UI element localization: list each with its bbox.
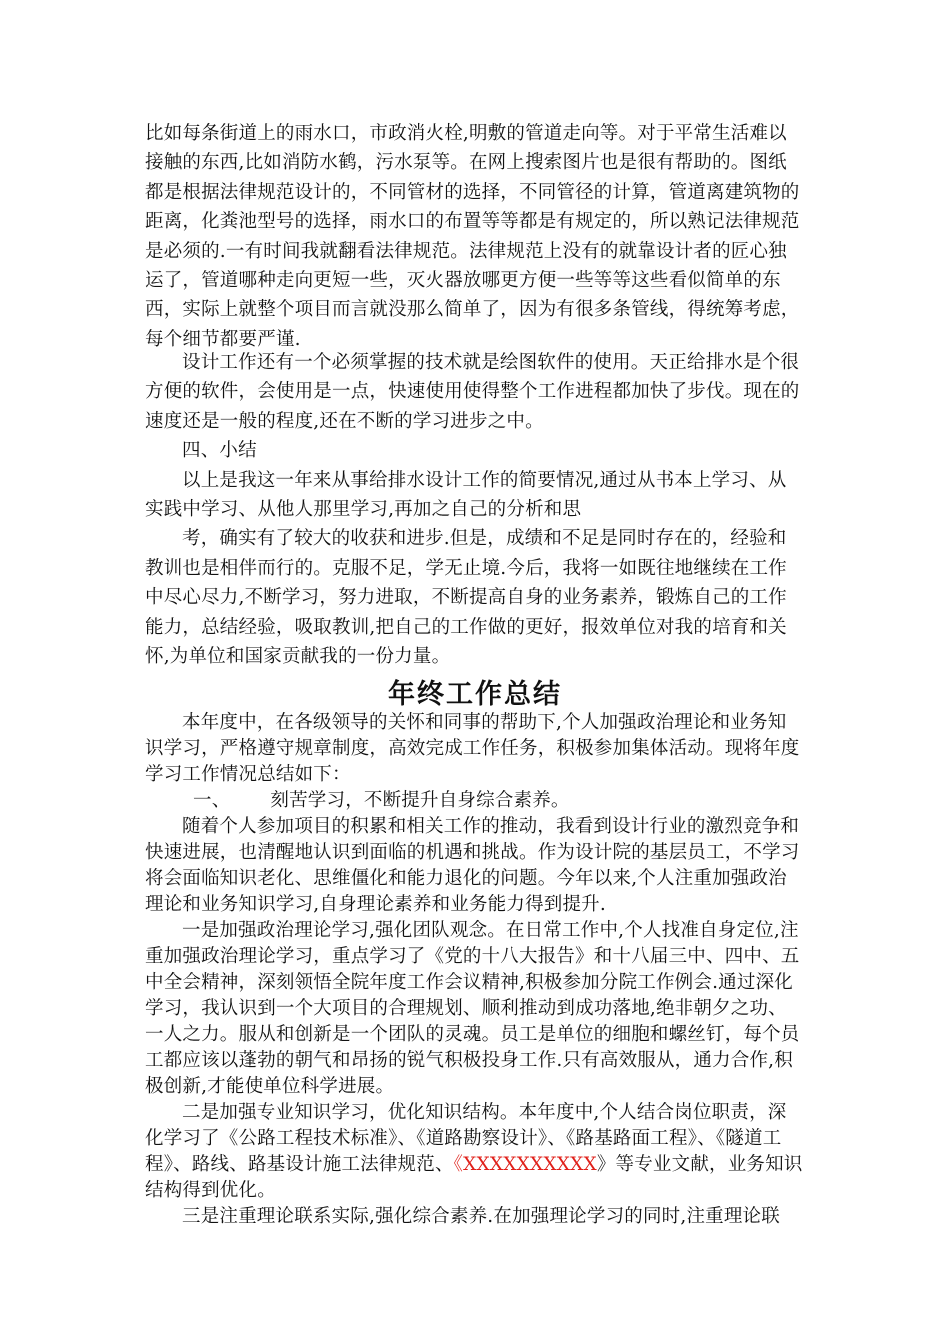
professional-study-text-end: 》等专业文献，业务知识结构得到优化。	[145, 1154, 803, 1201]
paragraph-political-study: 一是加强政治理论学习,强化团队观念。在日常工作中,个人找准自身定位,注重加强政治理论学习，重点学习了《党的十八大报告》和十八届三中、四中、五中全会精神，深刻领悟全院年度工作会议精神,积极参加分院工作例会.通过深化学习，我认识到一个大项目的合理规划、顺利推动到成功落地,绝非朝夕之功、一人之力。服从和创新是一个团队的灵魂。员工是单位的细胞和螺丝钉，每个员工都应该以蓬勃的朝气和昂扬的锐气积极投身工作.只有高效服从，通力合作,积极创新,才能使单位科学进展。	[145, 920, 800, 1097]
paragraph-report-intro: 本年度中，在各级领导的关怀和同事的帮助下,个人加强政治理论和业务知识学习，严格遵守规章制度，高效完成工作任务，积极参加集体活动。现将年度学习工作情况总结如下：	[145, 712, 800, 785]
paragraph-drawing-standards: 比如每条街道上的雨水口，市政消火栓,明敷的管道走向等。对于平常生活难以接触的东西,比如消防水鹤，污水泵等。在网上搜索图片也是很有帮助的。图纸都是根据法律规范设计的，不同管材的选择，不同管径的计算，管道离建筑物的距离，化粪池型号的选择，雨水口的布置等等都是有规定的，所以熟记法律规范是必须的.一有时间我就翻看法律规范。法律规范上没有的就靠设计者的匠心独运了，管道哪种走向更短一些，灭火器放哪更方便一些等等这些看似简单的东西，实际上就整个项目而言就没那么简单了，因为有很多条管线，得统筹考虑，每个细节都要严谨.	[145, 123, 800, 350]
section-summary-part2	[145, 348, 805, 671]
paragraph-summary-intro: 以上是我这一年来从事给排水设计工作的简要情况,通过从书本上学习、从实践中学习、从他人那里学习,再加之自己的分析和思	[145, 469, 787, 521]
paragraph-professional-study	[145, 1100, 805, 1204]
paragraph-industry: 随着个人参加项目的积累和相关工作的推动，我看到设计行业的激烈竞争和快速进展，也清醒地认识到面临的机遇和挑战。作为设计院的基层员工，不学习将会面临知识老化、思维僵化和能力退化的问题。今年以来,个人注重加强政治理论和业务知识学习,自身理论素养和业务能力得到提升.	[145, 816, 800, 915]
section-summary-part1	[145, 119, 805, 354]
paragraph-software: 设计工作还有一个必须掌握的技术就是绘图软件的使用。天正给排水是个很方便的软件，会使用是一点，快速使用使得整个工作进程都加快了步伐。现在的速度还是一般的程度,还在不断的学习进步之中。	[145, 352, 800, 432]
professional-study-text: 二是加强专业知识学习，优化知识结构。本年度中,个人结合岗位职责，深化学习了《公路工程技术标准》、《道路勘察设计》、《路基路面工程》、《隧道工程》、路线、路基设计施工法律规范、	[145, 1102, 787, 1175]
section-annual-report	[145, 710, 805, 1230]
paragraph-summary-conclusion: 考，确实有了较大的收获和进步.但是，成绩和不足是同时存在的，经验和教训也是相伴而行的。克服不足，学无止境.今后，我将一如既往地继续在工作中尽心尽力,不断学习，努力进取，不断提高自身的业务素养，锻炼自己的工作能力，总结经验，吸取教训,把自己的工作做的更好，报效单位对我的培育和关怀,为单位和国家贡献我的一份力量。	[145, 528, 787, 668]
paragraph-theory-practice: 三是注重理论联系实际,强化综合素养.在加强理论学习的同时,注重理论联	[182, 1206, 780, 1227]
placeholder-literature-title: 《XXXXXXXXXX	[453, 1154, 597, 1175]
heading-study	[145, 788, 805, 814]
heading-text: 刻苦学习，不断提升自身综合素养。	[270, 790, 570, 811]
heading-number: 一、	[193, 790, 231, 811]
heading-summary: 四、小结	[182, 440, 257, 462]
document-title: 年终工作总结	[388, 679, 562, 710]
